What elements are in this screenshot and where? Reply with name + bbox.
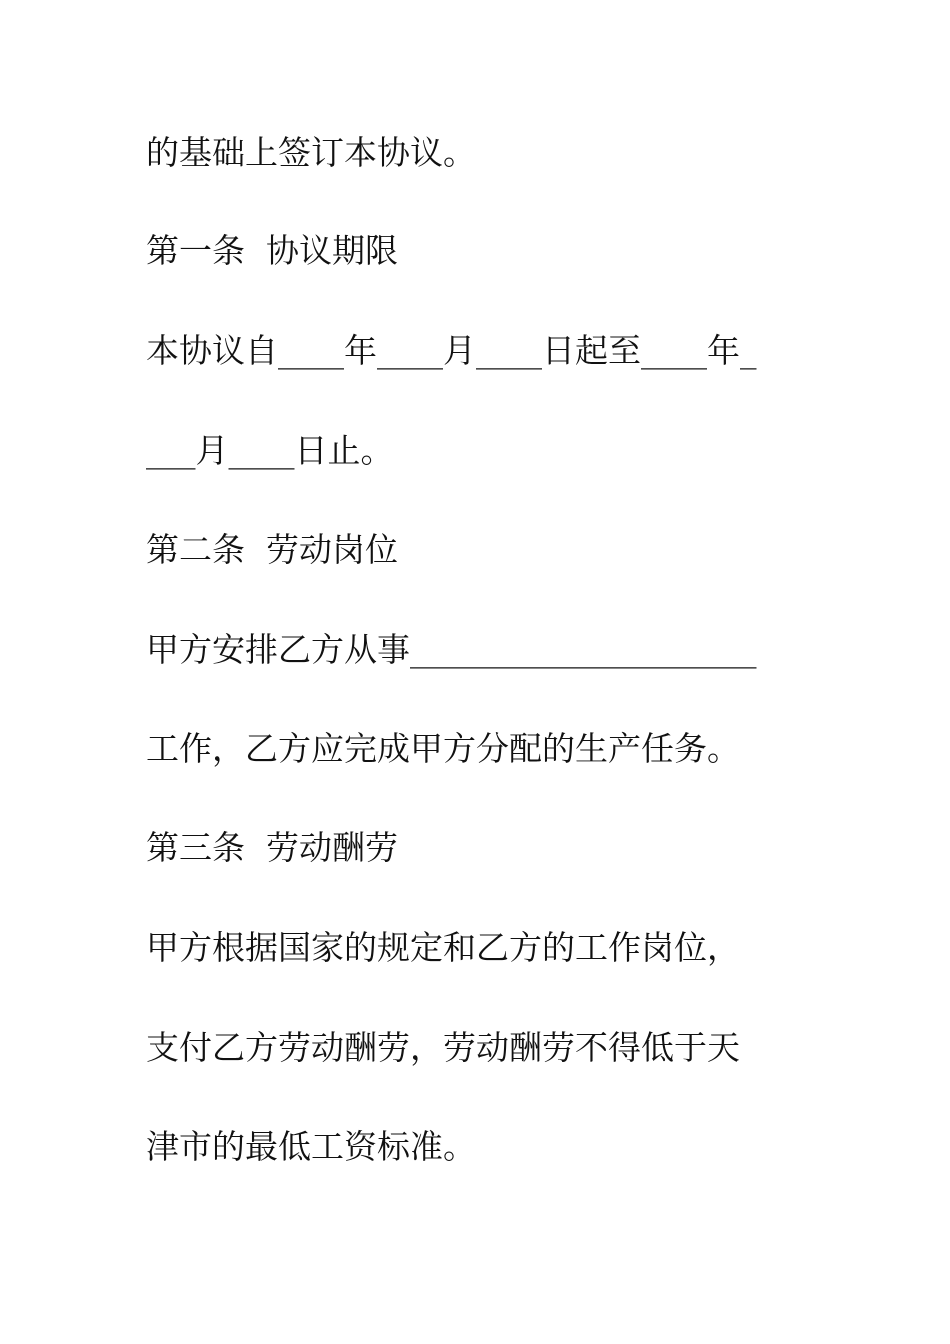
job-position-text: 甲方安排乙方从事_____________________ xyxy=(146,630,757,669)
article-3-heading: 第三条 劳动酬劳 xyxy=(146,828,398,867)
agreement-period-text: 本协议自____年____月____日起至____年_ xyxy=(146,331,757,370)
agreement-period-end: ___月____日止。 xyxy=(146,431,394,470)
article-1-heading: 第一条 协议期限 xyxy=(146,231,398,270)
remuneration-text-3: 津市的最低工资标准。 xyxy=(146,1127,476,1166)
job-position-duty: 工作，乙方应完成甲方分配的生产任务。 xyxy=(146,729,740,768)
remuneration-text-2: 支付乙方劳动酬劳，劳动酬劳不得低于天 xyxy=(146,1028,740,1067)
article-2-heading: 第二条 劳动岗位 xyxy=(146,530,398,569)
text-line-continuation: 的基础上签订本协议。 xyxy=(146,133,476,172)
remuneration-text-1: 甲方根据国家的规定和乙方的工作岗位， xyxy=(146,928,740,967)
